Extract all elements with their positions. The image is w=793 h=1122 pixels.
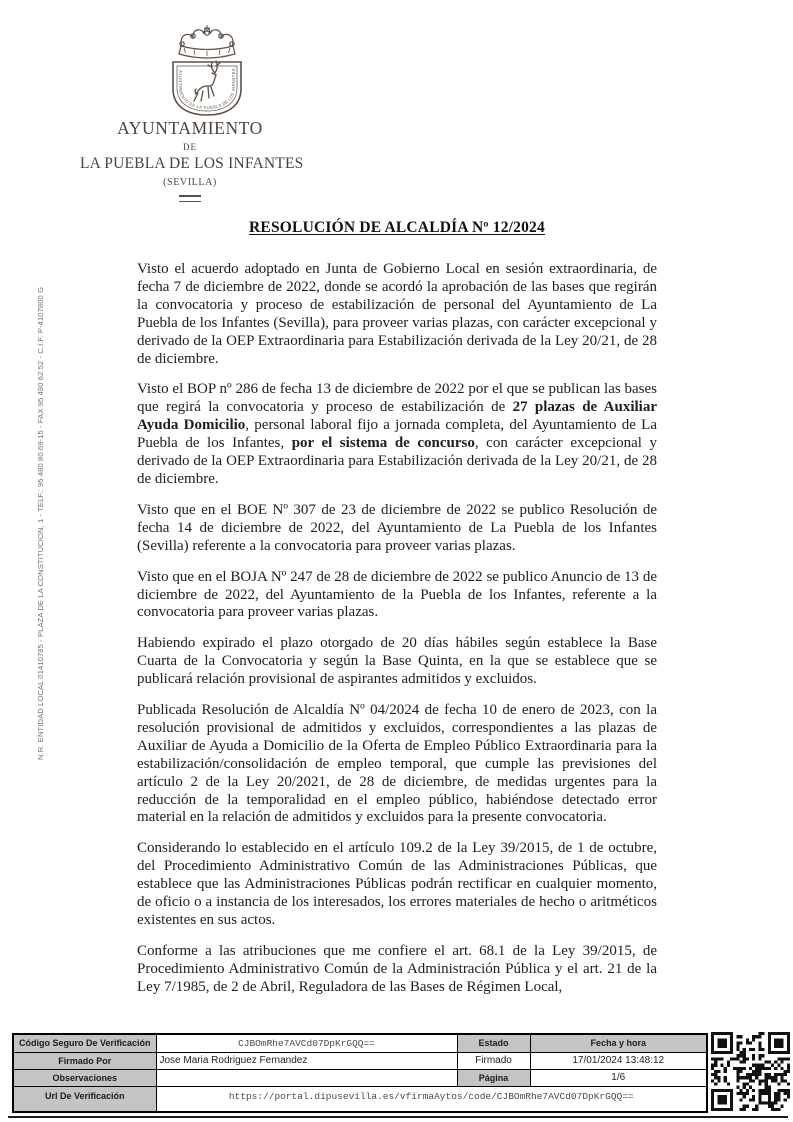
body-paragraph: Visto el acuerdo adoptado en Junta de Gobierno Local en sesión extraordinaria, de fecha 7 de diciembre de 2022, donde se acordó la aprobación de las bases que regirán la convocatoria y proceso de estabilización de personal del Ayuntamiento de La Puebla de los Infantes (Sevilla), para proveer varias plazas, con carácter excepcional y derivado de la OEP Extraordinaria para Estabilización derivada de la Ley 20/21, de 28 de diciembre. [137, 261, 657, 367]
estado-value: Firmado [457, 1052, 530, 1069]
pagina-label: Página [457, 1069, 530, 1086]
org-name-line4: (SEVILLA) [163, 177, 217, 188]
body-paragraph: Visto que en el BOE Nº 307 de 23 de diciembre de 2022 se publico Resolución de fecha 14 de diciembre de 2022, del Ayuntamiento de La Puebla de los Infantes (Sevilla) referente a la convocatoria para proveer varias plazas. [137, 501, 657, 554]
body-paragraph: Visto que en el BOJA Nº 247 de 28 de diciembre de 2022 se publico Anuncio de 13 de diciembre de 2022, del Ayuntamiento de la Puebla de los Infantes, referente a la convocatoria para proveer varias plazas. [137, 568, 657, 621]
org-divider [179, 195, 201, 202]
scan-edge-line [8, 1116, 788, 1118]
csv-label: Código Seguro De Verificación [13, 1034, 156, 1052]
body-paragraph: Publicada Resolución de Alcaldía Nº 04/2024 de fecha 10 de enero de 2023, con la resolución provisional de admitidos y excluidos, correspondientes a las plazas de Auxiliar de Ayuda a Domicilio de la Oferta de Empleo Público Extraordinaria para la estabilización/consolidación de empleo temporal, que cumple las previsiones del artículo 2 de la Ley 20/2021, de 28 de diciembre, de medidas urgentes para la reducción de la temporalidad en el empleo público, habiéndose detectado error material en la relación de admitidos y excluidos para la presente convocatoria. [137, 702, 657, 826]
signature-verification-table [12, 1033, 708, 1113]
body-paragraph: Visto el BOP nº 286 de fecha 13 de diciembre de 2022 por el que se publican las bases que regirá la convocatoria y proceso de estabilización de 27 plazas de Auxiliar Ayuda Domicilio, personal laboral fijo a jornada completa, del Ayuntamiento de La Puebla de los Infantes, por el sistema de concurso, con carácter excepcional y derivado de la OEP Extraordinaria para Estabilización derivada de la Ley 20/21, de 28 de diciembre. [137, 381, 658, 487]
document-body [137, 261, 657, 1010]
resolution-title: RESOLUCIÓN DE ALCALDÍA Nº 12/2024 [249, 219, 545, 236]
observaciones-value [156, 1069, 457, 1086]
body-paragraph: Considerando lo establecido en el artículo 109.2 de la Ley 39/2015, de 1 de octubre, del Procedimiento Administrativo Común de las Administraciones Públicas, que establece que las Administraciones Públicas podrán rectificar en cualquier momento, de oficio o a instancia de los interesados, los errores materiales de hecho o aritméticos existentes en sus actos. [137, 840, 657, 928]
estado-label: Estado [457, 1034, 530, 1052]
entity-registration-vertical-text: N.R. ENTIDAD LOCAL 01410785 - PLAZA DE LA CONSTITUCION, 1 - TELF.: 95 480 80 69-15 - FAX 95 480 62 52 - C.I.F. P-4107800 G [36, 286, 45, 760]
org-name-line3: LA PUEBLA DE LOS INFANTES [80, 155, 304, 172]
url-verificacion-value: https://portal.dipusevilla.es/vfirmaAytos/code/CJBOmRhe7AVCd07DpKrGQQ== [156, 1086, 707, 1112]
org-name-line2: DE [183, 142, 197, 152]
fecha-hora-value: 17/01/2024 13:48:12 [530, 1052, 707, 1069]
pagina-value: 1/6 [530, 1069, 707, 1086]
fecha-hora-label: Fecha y hora [530, 1034, 707, 1052]
qr-code-icon [711, 1032, 790, 1111]
observaciones-label: Observaciones [13, 1069, 156, 1086]
csv-value: CJBOmRhe7AVCd07DpKrGQQ== [156, 1034, 457, 1052]
url-verificacion-label: Url De Verificación [13, 1086, 156, 1112]
body-paragraph: Conforme a las atribuciones que me confiere el art. 68.1 de la Ley 39/2015, de Procedimiento Administrativo Común de la Administración Pública y el art. 21 de la Ley 7/1985, de 2 de Abril, Reguladora de las Bases de Régimen Local, [137, 942, 657, 995]
org-name-line1: AYUNTAMIENTO [117, 118, 263, 138]
firmado-por-value: Jose Maria Rodriguez Fernandez [156, 1052, 457, 1069]
body-paragraph: Habiendo expirado el plazo otorgado de 20 días hábiles según establece la Base Cuarta de la Convocatoria y según la Base Quinta, en la que se establece que se publicará relación provisional de aspirantes admitidos y excluidos. [137, 635, 657, 688]
firmado-por-label: Firmado Por [13, 1052, 156, 1069]
municipal-crest-icon [146, 24, 268, 120]
svg-text:AYUNTAMIENTO DE LA PUEBLA DE L: AYUNTAMIENTO DE LA PUEBLA DE LOS INFANTES [177, 68, 237, 111]
org-name-block [80, 118, 304, 202]
